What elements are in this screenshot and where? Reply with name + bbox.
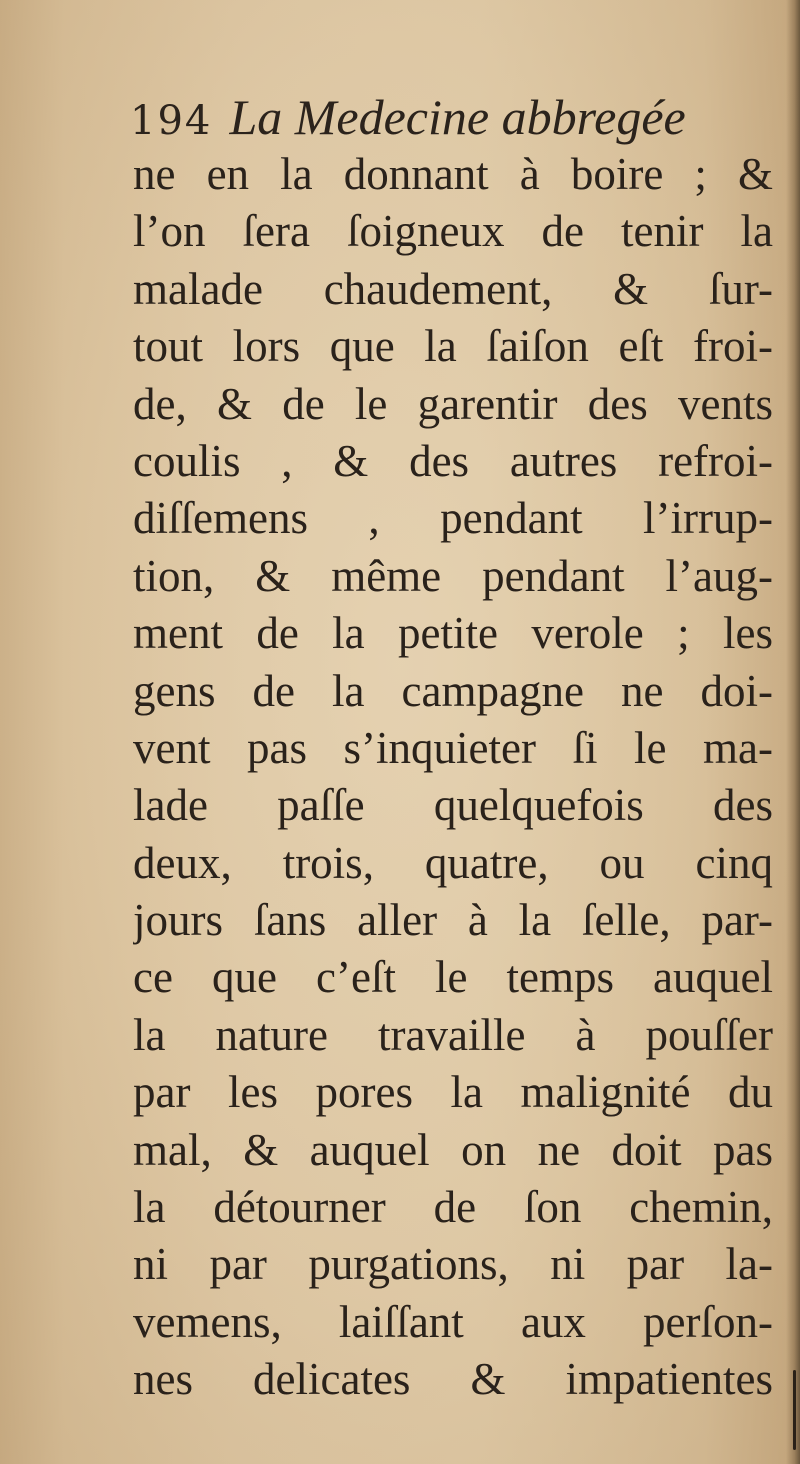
- text-line: de, & de le garentir des vents: [133, 378, 773, 429]
- text-line: malade chaudement, & ſur-: [133, 263, 773, 314]
- text-line: gens de la campagne ne doi-: [133, 665, 773, 716]
- text-line: ne en la donnant à boire ; &: [133, 149, 773, 199]
- text-line: l’on ſera ſoigneux de tenir la: [133, 206, 773, 257]
- text-line: la détourner de ſon chemin,: [133, 1182, 773, 1233]
- text-line: lade paſſe quelquefois des: [133, 780, 773, 831]
- text-line: ni par purgations, ni par la-: [133, 1239, 773, 1290]
- body-text: [133, 146, 773, 1409]
- page-edge-shadow: [786, 0, 800, 1464]
- page-number: 194: [130, 98, 213, 144]
- text-line: vent pas s’inquieter ſi le ma-: [133, 722, 773, 773]
- text-line: diſſemens , pendant l’irrup-: [133, 493, 773, 544]
- text-line: deux, trois, quatre, ou cinq: [133, 837, 773, 888]
- text-line: par les pores la malignité du: [133, 1067, 773, 1118]
- text-line: ce que c’eſt le temps auquel: [133, 952, 773, 1003]
- text-line: tion, & même pendant l’aug-: [133, 550, 773, 601]
- text-line: tout lors que la ſaiſon eſt froi-: [133, 321, 773, 372]
- text-line: coulis , & des autres refroi-: [133, 435, 773, 486]
- text-line: ment de la petite verole ; les: [133, 608, 773, 659]
- text-line: nes delicates & impatientes: [133, 1354, 773, 1405]
- text-line: vemens, laiſſant aux perſon-: [133, 1296, 773, 1347]
- running-title: La Medecine abbregée: [229, 89, 686, 145]
- text-line: jours ſans aller à la ſelle, par-: [133, 895, 773, 946]
- ink-mark: [793, 1370, 796, 1450]
- text-line: la nature travaille à pouſſer: [133, 1009, 773, 1060]
- text-line: mal, & auquel on ne doit pas: [133, 1124, 773, 1175]
